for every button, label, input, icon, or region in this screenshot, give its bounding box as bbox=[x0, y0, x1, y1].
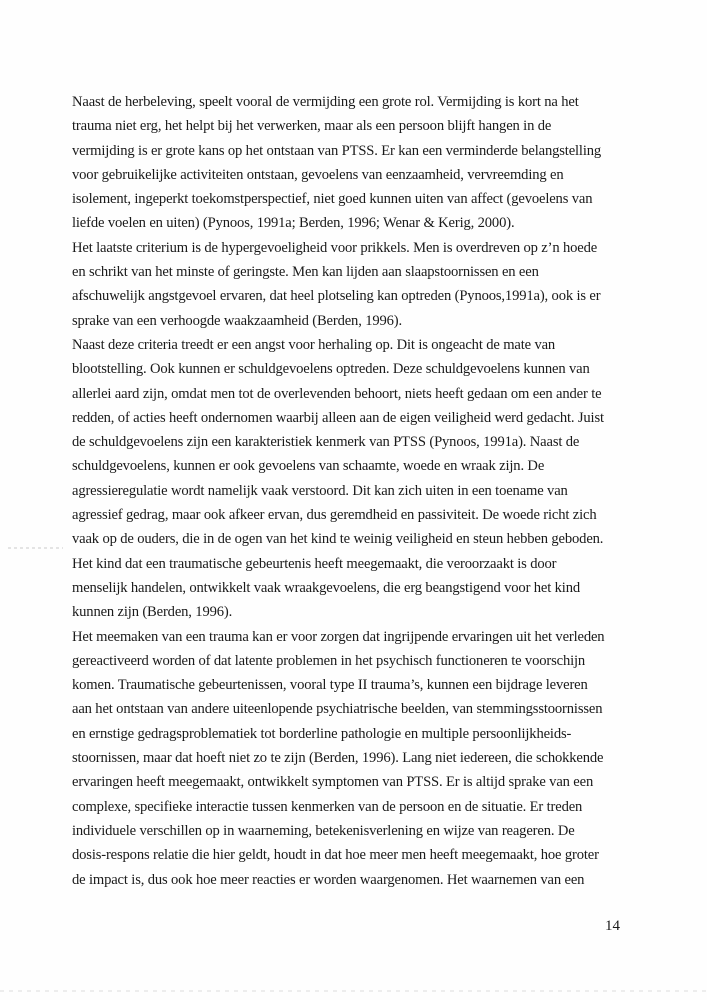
text-line: Het meemaken van een trauma kan er voor zorgen dat ingrijpende ervaringen uit het verleden bbox=[72, 628, 605, 645]
scan-artifact bbox=[8, 547, 63, 549]
text-line: menselijk handelen, ontwikkelt vaak wraakgevoelens, die erg beangstigend voor het kind bbox=[72, 579, 581, 596]
text-line: stoornissen, maar dat hoeft niet zo te zijn (Berden, 1996). Lang niet iedereen, die schokkende bbox=[72, 750, 604, 767]
text-line: Het laatste criterium is de hypergevoeligheid voor prikkels. Men is overdreven op z’n hoede bbox=[72, 239, 598, 256]
text-line: allerlei aard zijn, omdat men tot de overlevenden behoort, niets heeft gedaan om een ander te bbox=[72, 385, 602, 402]
text-line: dosis-respons relatie die hier geldt, houdt in dat hoe meer men heeft meegemaakt, hoe groter bbox=[72, 847, 599, 864]
text-line: aan het ontstaan van andere uiteenlopende psychiatrische beelden, van stemmingsstoornissen bbox=[72, 701, 603, 718]
text-line: Naast deze criteria treedt er een angst voor herhaling op. Dit is ongeacht de mate van bbox=[72, 336, 556, 353]
text-line: Naast de herbeleving, speelt vooral de vermijding een grote rol. Vermijding is kort na het bbox=[72, 94, 579, 110]
text-line: kunnen zijn (Berden, 1996). bbox=[72, 604, 233, 621]
text-line: de schuldgevoelens zijn een karakteristiek kenmerk van PTSS (Pynoos, 1991a). Naast de bbox=[72, 434, 580, 451]
text-line: gereactiveerd worden of dat latente problemen in het psychisch functioneren te voorschijn bbox=[72, 652, 586, 669]
text-line: vermijding is er grote kans op het ontstaan van PTSS. Er kan een verminderde belangstelling bbox=[72, 142, 602, 159]
text-line: voor gebruikelijke activiteiten ontstaan, gevoelens van eenzaamheid, vervreemding en bbox=[72, 166, 564, 183]
text-line: schuldgevoelens, kunnen er ook gevoelens van schaamte, woede en wraak zijn. De bbox=[72, 458, 545, 475]
text-line: ervaringen heeft meegemaakt, ontwikkelt symptomen van PTSS. Er is altijd sprake van een bbox=[72, 774, 594, 791]
text-line: isolement, ingeperkt toekomstperspectief, niet goed kunnen uiten van affect (gevoelens van bbox=[72, 191, 593, 208]
text-line: agressief gedrag, maar ook afkeer ervan, dus geremdheid en passiviteit. De woede richt zich bbox=[72, 507, 597, 524]
text-line: individuele verschillen op in waarneming, betekenisverlening en wijze van reageren. De bbox=[72, 822, 575, 839]
text-line: komen. Traumatische gebeurtenissen, vooral type II trauma’s, kunnen een bijdrage leveren bbox=[72, 677, 588, 694]
text-line: vaak op de ouders, die in de ogen van het kind te weinig veiligheid en steun hebben geboden. bbox=[72, 531, 604, 548]
text-line: complexe, specifieke interactie tussen kenmerken van de persoon en de situatie. Er treden bbox=[72, 798, 583, 815]
page-number: 14 bbox=[605, 918, 620, 934]
text-line: Het kind dat een traumatische gebeurtenis heeft meegemaakt, die veroorzaakt is door bbox=[72, 555, 557, 572]
text-line: de impact is, dus ook hoe meer reacties er worden waargenomen. Het waarnemen van een bbox=[72, 871, 585, 888]
text-line: en schrikt van het minste of geringste. Men kan lijden aan slaapstoornissen en een bbox=[72, 264, 539, 281]
text-line: trauma niet erg, het helpt bij het verwerken, maar als een persoon blijft hangen in de bbox=[72, 118, 552, 135]
scan-artifact bbox=[0, 990, 707, 992]
text-line: liefde voelen en uiten) (Pynoos, 1991a; Berden, 1996; Wenar & Kerig, 2000). bbox=[72, 215, 515, 232]
text-line: redden, of acties heeft ondernomen waarbij alleen aan de eigen veiligheid werd gedacht. Juist bbox=[72, 409, 604, 426]
text-line: sprake van een verhoogde waakzaamheid (Berden, 1996). bbox=[72, 312, 402, 329]
text-line: afschuwelijk angstgevoel ervaren, dat heel plotseling kan optreden (Pynoos,1991a), ook is er bbox=[72, 288, 601, 305]
text-line: en ernstige gedragsproblematiek tot borderline pathologie en multiple persoonlijkheids- bbox=[72, 725, 572, 742]
text-line: agressieregulatie wordt namelijk vaak verstoord. Dit kan zich uiten in een toename van bbox=[72, 482, 568, 499]
body-text bbox=[72, 90, 672, 892]
text-line: blootstelling. Ook kunnen er schuldgevoelens optreden. Deze schuldgevoelens kunnen van bbox=[72, 361, 590, 378]
